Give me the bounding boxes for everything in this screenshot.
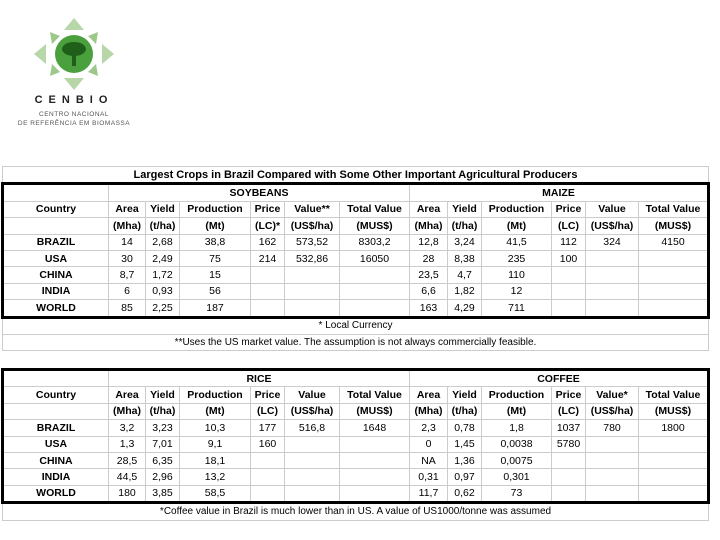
value-cell: [639, 283, 709, 299]
col-header-yield: Yield: [448, 201, 482, 217]
value-cell: 112: [552, 234, 586, 250]
value-cell: 162: [251, 234, 285, 250]
value-cell: [586, 250, 639, 266]
value-cell: [285, 283, 340, 299]
cenbio-emblem-icon: [14, 14, 134, 94]
logo-wordmark: CENBIO: [34, 94, 114, 106]
col-header-area: Area: [109, 201, 146, 217]
col-header-production: Production: [482, 387, 552, 403]
value-cell: [251, 452, 285, 468]
country-cell: USA: [3, 250, 109, 266]
value-cell: [639, 267, 709, 283]
col-header-country: Country: [3, 201, 109, 217]
value-cell: [340, 452, 410, 468]
table-row: [3, 420, 709, 436]
value-cell: 1,36: [448, 452, 482, 468]
table-row: [3, 485, 709, 502]
value-cell: 214: [251, 250, 285, 266]
value-cell: 18,1: [180, 452, 251, 468]
value-cell: 16050: [340, 250, 410, 266]
value-cell: 2,25: [146, 300, 180, 317]
value-cell: 0,62: [448, 485, 482, 502]
value-cell: [552, 267, 586, 283]
value-cell: [586, 436, 639, 452]
unit-price: (LC): [552, 403, 586, 419]
value-cell: 573,52: [285, 234, 340, 250]
unit-total-value: (MUS$): [639, 403, 709, 419]
value-cell: 56: [180, 283, 251, 299]
value-cell: 0,301: [482, 469, 552, 485]
value-cell: 14: [109, 234, 146, 250]
value-cell: [552, 452, 586, 468]
value-cell: 6,35: [146, 452, 180, 468]
value-cell: [639, 485, 709, 502]
value-cell: 4150: [639, 234, 709, 250]
col-header-yield: Yield: [146, 387, 180, 403]
col-header-yield: Yield: [146, 201, 180, 217]
unit-yield: (t/ha): [448, 403, 482, 419]
col-header-production: Production: [180, 201, 251, 217]
unit-value: (US$/ha): [586, 218, 639, 234]
col-header-price: Price: [552, 201, 586, 217]
unit-price: (LC): [552, 218, 586, 234]
unit-production: (Mt): [482, 218, 552, 234]
value-cell: 4,29: [448, 300, 482, 317]
value-cell: 8,7: [109, 267, 146, 283]
value-cell: [340, 485, 410, 502]
logo-subtitle-line2: DE REFERÊNCIA EM BIOMASSA: [17, 120, 131, 127]
value-cell: [285, 267, 340, 283]
value-cell: NA: [410, 452, 448, 468]
value-cell: 160: [251, 436, 285, 452]
table-row: [3, 452, 709, 468]
value-cell: 11,7: [410, 485, 448, 502]
value-cell: 8303,2: [340, 234, 410, 250]
value-cell: [639, 250, 709, 266]
crop-header-soybeans: SOYBEANS: [109, 184, 410, 201]
unit-total-value: (MUS$): [639, 218, 709, 234]
value-cell: 4,7: [448, 267, 482, 283]
col-header-area: Area: [410, 201, 448, 217]
value-cell: 1648: [340, 420, 410, 436]
value-cell: 100: [552, 250, 586, 266]
value-cell: [552, 300, 586, 317]
table-row: [3, 436, 709, 452]
value-cell: [586, 267, 639, 283]
unit-total-value: (MUS$): [340, 403, 410, 419]
table-row: [3, 469, 709, 485]
value-cell: 0,0038: [482, 436, 552, 452]
value-cell: 1,45: [448, 436, 482, 452]
value-cell: [639, 469, 709, 485]
unit-value: (US$/ha): [285, 403, 340, 419]
value-cell: 2,96: [146, 469, 180, 485]
value-cell: 163: [410, 300, 448, 317]
page-title: Largest Crops in Brazil Compared with Some Other Important Agricultural Producers: [3, 167, 709, 184]
value-cell: 85: [109, 300, 146, 317]
value-cell: 30: [109, 250, 146, 266]
value-cell: [586, 283, 639, 299]
unit-area: (Mha): [109, 218, 146, 234]
value-cell: 12,8: [410, 234, 448, 250]
table-row: [3, 234, 709, 250]
value-cell: 13,2: [180, 469, 251, 485]
country-cell: WORLD: [3, 485, 109, 502]
unit-yield: (t/ha): [146, 403, 180, 419]
footnote-us-market-value: **Uses the US market value. The assumption is not always commercially feasible.: [3, 334, 709, 350]
country-cell: INDIA: [3, 283, 109, 299]
value-cell: 0,93: [146, 283, 180, 299]
value-cell: 1800: [639, 420, 709, 436]
value-cell: 41,5: [482, 234, 552, 250]
col-header-yield: Yield: [448, 387, 482, 403]
crop-header-rice: RICE: [109, 370, 410, 387]
value-cell: 1,8: [482, 420, 552, 436]
value-cell: 1,3: [109, 436, 146, 452]
value-cell: [251, 300, 285, 317]
value-cell: 177: [251, 420, 285, 436]
value-cell: 3,23: [146, 420, 180, 436]
value-cell: 711: [482, 300, 552, 317]
unit-production: (Mt): [180, 218, 251, 234]
table-row: [3, 300, 709, 317]
value-cell: 324: [586, 234, 639, 250]
value-cell: [285, 469, 340, 485]
value-cell: 0,97: [448, 469, 482, 485]
value-cell: 15: [180, 267, 251, 283]
value-cell: 1,82: [448, 283, 482, 299]
crop-header-coffee: COFFEE: [410, 370, 709, 387]
unit-yield: (t/ha): [448, 218, 482, 234]
unit-area: (Mha): [109, 403, 146, 419]
value-cell: 7,01: [146, 436, 180, 452]
unit-value: (US$/ha): [285, 218, 340, 234]
value-cell: 44,5: [109, 469, 146, 485]
col-header-price: Price: [251, 201, 285, 217]
value-cell: 2,68: [146, 234, 180, 250]
col-header-production: Production: [482, 201, 552, 217]
col-header-price: Price: [251, 387, 285, 403]
col-header-value: Value: [586, 201, 639, 217]
value-cell: [639, 436, 709, 452]
value-cell: [586, 469, 639, 485]
value-cell: [552, 283, 586, 299]
value-cell: [285, 452, 340, 468]
col-header-country: Country: [3, 387, 109, 403]
table-row: [3, 250, 709, 266]
table-row: [3, 283, 709, 299]
country-cell: INDIA: [3, 469, 109, 485]
value-cell: 6: [109, 283, 146, 299]
value-cell: 2,49: [146, 250, 180, 266]
value-cell: [552, 485, 586, 502]
col-header-total-value: Total Value: [639, 201, 709, 217]
value-cell: [251, 267, 285, 283]
value-cell: 0,78: [448, 420, 482, 436]
unit-production: (Mt): [482, 403, 552, 419]
value-cell: 1037: [552, 420, 586, 436]
footnote-local-currency: * Local Currency: [3, 317, 709, 334]
unit-total-value: (MUS$): [340, 218, 410, 234]
table-row: [3, 267, 709, 283]
table-soybeans-maize: [1, 166, 710, 351]
value-cell: [586, 485, 639, 502]
value-cell: 235: [482, 250, 552, 266]
value-cell: 73: [482, 485, 552, 502]
value-cell: 0: [410, 436, 448, 452]
col-header-total-value: Total Value: [340, 201, 410, 217]
country-cell: WORLD: [3, 300, 109, 317]
value-cell: 180: [109, 485, 146, 502]
value-cell: 780: [586, 420, 639, 436]
unit-area: (Mha): [410, 218, 448, 234]
value-cell: [340, 436, 410, 452]
value-cell: 6,6: [410, 283, 448, 299]
value-cell: [340, 283, 410, 299]
value-cell: 5780: [552, 436, 586, 452]
value-cell: [586, 300, 639, 317]
country-cell: USA: [3, 436, 109, 452]
col-header-value: Value: [285, 387, 340, 403]
value-cell: 28: [410, 250, 448, 266]
country-cell: BRAZIL: [3, 420, 109, 436]
value-cell: 10,3: [180, 420, 251, 436]
crop-header-maize: MAIZE: [410, 184, 709, 201]
col-header-value: Value**: [285, 201, 340, 217]
value-cell: [285, 436, 340, 452]
col-header-area: Area: [410, 387, 448, 403]
col-header-production: Production: [180, 387, 251, 403]
value-cell: [340, 267, 410, 283]
value-cell: [251, 485, 285, 502]
unit-price: (LC)*: [251, 218, 285, 234]
value-cell: [285, 300, 340, 317]
value-cell: [552, 469, 586, 485]
value-cell: 0,31: [410, 469, 448, 485]
value-cell: [340, 300, 410, 317]
value-cell: 516,8: [285, 420, 340, 436]
value-cell: 23,5: [410, 267, 448, 283]
country-cell: BRAZIL: [3, 234, 109, 250]
value-cell: [639, 300, 709, 317]
unit-yield: (t/ha): [146, 218, 180, 234]
unit-production: (Mt): [180, 403, 251, 419]
value-cell: 187: [180, 300, 251, 317]
logo-subtitle-line1: CENTRO NACIONAL: [39, 111, 109, 118]
unit-area: (Mha): [410, 403, 448, 419]
value-cell: 12: [482, 283, 552, 299]
value-cell: [586, 452, 639, 468]
value-cell: 75: [180, 250, 251, 266]
table-rice-coffee: [1, 368, 710, 521]
value-cell: 3,24: [448, 234, 482, 250]
value-cell: 58,5: [180, 485, 251, 502]
footnote-coffee-value: *Coffee value in Brazil is much lower than in US. A value of US1000/tonne was assumed: [3, 503, 709, 520]
value-cell: [285, 485, 340, 502]
col-header-total-value: Total Value: [340, 387, 410, 403]
col-header-area: Area: [109, 387, 146, 403]
value-cell: 28,5: [109, 452, 146, 468]
value-cell: 532,86: [285, 250, 340, 266]
country-cell: CHINA: [3, 452, 109, 468]
value-cell: [251, 469, 285, 485]
col-header-total-value: Total Value: [639, 387, 709, 403]
value-cell: [639, 452, 709, 468]
value-cell: 1,72: [146, 267, 180, 283]
value-cell: 110: [482, 267, 552, 283]
cenbio-logo: [14, 14, 134, 134]
value-cell: [251, 283, 285, 299]
value-cell: [340, 469, 410, 485]
value-cell: 8,38: [448, 250, 482, 266]
unit-price: (LC): [251, 403, 285, 419]
value-cell: 2,3: [410, 420, 448, 436]
col-header-price: Price: [552, 387, 586, 403]
value-cell: 38,8: [180, 234, 251, 250]
country-cell: CHINA: [3, 267, 109, 283]
value-cell: 9,1: [180, 436, 251, 452]
unit-value: (US$/ha): [586, 403, 639, 419]
col-header-value: Value*: [586, 387, 639, 403]
value-cell: 3,2: [109, 420, 146, 436]
value-cell: 3,85: [146, 485, 180, 502]
value-cell: 0,0075: [482, 452, 552, 468]
